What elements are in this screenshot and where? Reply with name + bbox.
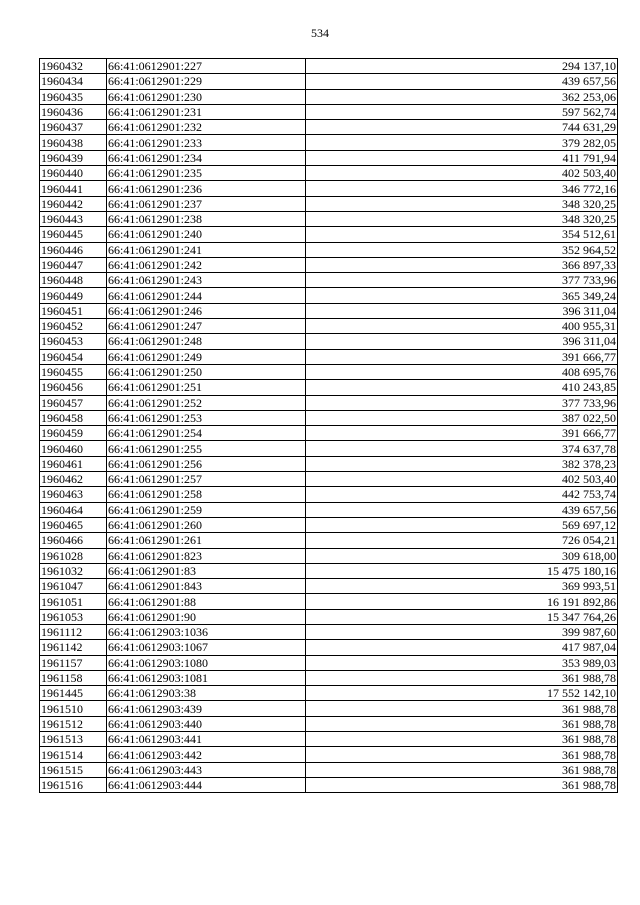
cadastral-value-cell: 417 987,04 [306, 640, 618, 655]
table-row [40, 257, 618, 272]
table-row [40, 701, 618, 716]
cadastral-value-cell: 353 989,03 [306, 655, 618, 670]
cadastral-number-cell: 66:41:0612901:246 [107, 303, 306, 318]
table-row [40, 395, 618, 410]
cadastral-number-cell: 66:41:0612901:88 [107, 594, 306, 609]
table-body [40, 59, 618, 793]
cadastral-value-cell: 439 657,56 [306, 74, 618, 89]
cadastral-value-cell: 15 475 180,16 [306, 563, 618, 578]
cadastral-number-cell: 66:41:0612901:227 [107, 59, 306, 74]
table-row [40, 104, 618, 119]
cadastral-value-cell: 569 697,12 [306, 517, 618, 532]
cadastral-value-cell: 361 988,78 [306, 670, 618, 685]
cadastral-number-cell: 66:41:0612901:236 [107, 181, 306, 196]
cadastral-number-cell: 66:41:0612901:242 [107, 257, 306, 272]
cadastral-number-cell: 66:41:0612901:254 [107, 426, 306, 441]
cadastral-number-cell: 66:41:0612903:1067 [107, 640, 306, 655]
record-id-cell: 1960465 [40, 517, 107, 532]
record-id-cell: 1960446 [40, 242, 107, 257]
table-row [40, 89, 618, 104]
cadastral-value-cell: 377 733,96 [306, 273, 618, 288]
cadastral-number-cell: 66:41:0612901:237 [107, 196, 306, 211]
cadastral-value-cell: 361 988,78 [306, 732, 618, 747]
table-row [40, 74, 618, 89]
table-row [40, 747, 618, 762]
record-id-cell: 1960436 [40, 104, 107, 119]
record-id-cell: 1960449 [40, 288, 107, 303]
record-id-cell: 1960437 [40, 120, 107, 135]
table-row [40, 135, 618, 150]
table-row [40, 426, 618, 441]
cadastral-number-cell: 66:41:0612901:253 [107, 410, 306, 425]
table-row [40, 349, 618, 364]
record-id-cell: 1960438 [40, 135, 107, 150]
cadastral-value-cell: 348 320,25 [306, 211, 618, 226]
table-row [40, 273, 618, 288]
table-row [40, 303, 618, 318]
table-row [40, 441, 618, 456]
cadastral-value-cell: 402 503,40 [306, 166, 618, 181]
table-row [40, 624, 618, 639]
table-row [40, 762, 618, 777]
cadastral-value-cell: 377 733,96 [306, 395, 618, 410]
cadastral-value-cell: 17 552 142,10 [306, 686, 618, 701]
page-number: 534 [311, 26, 329, 40]
table-row [40, 288, 618, 303]
table-row [40, 227, 618, 242]
record-id-cell: 1960451 [40, 303, 107, 318]
cadastral-number-cell: 66:41:0612901:823 [107, 548, 306, 563]
cadastral-value-cell: 442 753,74 [306, 487, 618, 502]
table-row [40, 59, 618, 74]
cadastral-number-cell: 66:41:0612901:240 [107, 227, 306, 242]
cadastral-number-cell: 66:41:0612901:250 [107, 364, 306, 379]
cadastral-number-cell: 66:41:0612901:241 [107, 242, 306, 257]
record-id-cell: 1960448 [40, 273, 107, 288]
cadastral-number-cell: 66:41:0612901:233 [107, 135, 306, 150]
record-id-cell: 1961514 [40, 747, 107, 762]
table-row [40, 166, 618, 181]
record-id-cell: 1960460 [40, 441, 107, 456]
record-id-cell: 1961032 [40, 563, 107, 578]
cadastral-value-cell: 410 243,85 [306, 380, 618, 395]
cadastral-value-cell: 396 311,04 [306, 334, 618, 349]
cadastral-number-cell: 66:41:0612903:440 [107, 716, 306, 731]
cadastral-number-cell: 66:41:0612901:234 [107, 150, 306, 165]
cadastral-number-cell: 66:41:0612901:256 [107, 456, 306, 471]
cadastral-value-cell: 391 666,77 [306, 349, 618, 364]
record-id-cell: 1960453 [40, 334, 107, 349]
cadastral-number-cell: 66:41:0612903:442 [107, 747, 306, 762]
record-id-cell: 1961157 [40, 655, 107, 670]
table-row [40, 533, 618, 548]
cadastral-value-cell: 348 320,25 [306, 196, 618, 211]
cadastral-number-cell: 66:41:0612901:238 [107, 211, 306, 226]
record-id-cell: 1960435 [40, 89, 107, 104]
table-row [40, 502, 618, 517]
cadastral-value-cell: 294 137,10 [306, 59, 618, 74]
record-id-cell: 1961516 [40, 777, 107, 792]
record-id-cell: 1961515 [40, 762, 107, 777]
cadastral-number-cell: 66:41:0612901:843 [107, 579, 306, 594]
cadastral-number-cell: 66:41:0612903:1080 [107, 655, 306, 670]
cadastral-number-cell: 66:41:0612901:252 [107, 395, 306, 410]
cadastral-number-cell: 66:41:0612901:83 [107, 563, 306, 578]
table-row [40, 640, 618, 655]
table-row [40, 548, 618, 563]
cadastral-value-cell: 361 988,78 [306, 747, 618, 762]
cadastral-value-cell: 361 988,78 [306, 716, 618, 731]
table-row [40, 120, 618, 135]
cadastral-number-cell: 66:41:0612901:230 [107, 89, 306, 104]
record-id-cell: 1960441 [40, 181, 107, 196]
cadastral-value-cell: 400 955,31 [306, 319, 618, 334]
record-id-cell: 1961445 [40, 686, 107, 701]
table-row [40, 777, 618, 792]
table-row [40, 242, 618, 257]
cadastral-number-cell: 66:41:0612901:259 [107, 502, 306, 517]
record-id-cell: 1960440 [40, 166, 107, 181]
table-row [40, 150, 618, 165]
record-id-cell: 1961158 [40, 670, 107, 685]
cadastral-value-cell: 408 695,76 [306, 364, 618, 379]
table-row [40, 211, 618, 226]
record-id-cell: 1961053 [40, 609, 107, 624]
cadastral-value-cell: 597 562,74 [306, 104, 618, 119]
table-row [40, 609, 618, 624]
table-row [40, 472, 618, 487]
record-id-cell: 1961510 [40, 701, 107, 716]
record-id-cell: 1961142 [40, 640, 107, 655]
cadastral-value-cell: 391 666,77 [306, 426, 618, 441]
table-row [40, 334, 618, 349]
table-row [40, 487, 618, 502]
table-row [40, 319, 618, 334]
cadastral-value-cell: 374 637,78 [306, 441, 618, 456]
table-row [40, 594, 618, 609]
cadastral-value-table [39, 58, 618, 793]
table-row [40, 364, 618, 379]
cadastral-number-cell: 66:41:0612903:1081 [107, 670, 306, 685]
record-id-cell: 1960462 [40, 472, 107, 487]
cadastral-number-cell: 66:41:0612901:249 [107, 349, 306, 364]
cadastral-value-cell: 399 987,60 [306, 624, 618, 639]
record-id-cell: 1960455 [40, 364, 107, 379]
table-row [40, 196, 618, 211]
cadastral-number-cell: 66:41:0612903:441 [107, 732, 306, 747]
cadastral-value-cell: 411 791,94 [306, 150, 618, 165]
cadastral-number-cell: 66:41:0612901:90 [107, 609, 306, 624]
table-row [40, 686, 618, 701]
cadastral-number-cell: 66:41:0612903:444 [107, 777, 306, 792]
record-id-cell: 1960432 [40, 59, 107, 74]
cadastral-number-cell: 66:41:0612903:443 [107, 762, 306, 777]
cadastral-value-cell: 15 347 764,26 [306, 609, 618, 624]
record-id-cell: 1960454 [40, 349, 107, 364]
cadastral-value-cell: 346 772,16 [306, 181, 618, 196]
cadastral-number-cell: 66:41:0612901:255 [107, 441, 306, 456]
cadastral-number-cell: 66:41:0612901:243 [107, 273, 306, 288]
cadastral-value-cell: 744 631,29 [306, 120, 618, 135]
cadastral-value-cell: 382 378,23 [306, 456, 618, 471]
table-row [40, 670, 618, 685]
cadastral-value-cell: 352 964,52 [306, 242, 618, 257]
record-id-cell: 1961028 [40, 548, 107, 563]
cadastral-value-cell: 354 512,61 [306, 227, 618, 242]
cadastral-value-cell: 402 503,40 [306, 472, 618, 487]
record-id-cell: 1960466 [40, 533, 107, 548]
cadastral-number-cell: 66:41:0612901:232 [107, 120, 306, 135]
record-id-cell: 1961112 [40, 624, 107, 639]
record-id-cell: 1960461 [40, 456, 107, 471]
record-id-cell: 1960442 [40, 196, 107, 211]
record-id-cell: 1960459 [40, 426, 107, 441]
cadastral-number-cell: 66:41:0612901:260 [107, 517, 306, 532]
record-id-cell: 1961051 [40, 594, 107, 609]
cadastral-value-cell: 439 657,56 [306, 502, 618, 517]
record-id-cell: 1960445 [40, 227, 107, 242]
cadastral-number-cell: 66:41:0612903:439 [107, 701, 306, 716]
record-id-cell: 1960457 [40, 395, 107, 410]
cadastral-value-cell: 726 054,21 [306, 533, 618, 548]
cadastral-number-cell: 66:41:0612901:229 [107, 74, 306, 89]
cadastral-number-cell: 66:41:0612901:257 [107, 472, 306, 487]
cadastral-number-cell: 66:41:0612901:258 [107, 487, 306, 502]
record-id-cell: 1960434 [40, 74, 107, 89]
cadastral-number-cell: 66:41:0612901:251 [107, 380, 306, 395]
cadastral-value-cell: 369 993,51 [306, 579, 618, 594]
cadastral-number-cell: 66:41:0612901:235 [107, 166, 306, 181]
table-row [40, 655, 618, 670]
table-row [40, 563, 618, 578]
record-id-cell: 1961513 [40, 732, 107, 747]
table-row [40, 410, 618, 425]
cadastral-number-cell: 66:41:0612901:244 [107, 288, 306, 303]
cadastral-value-cell: 379 282,05 [306, 135, 618, 150]
cadastral-value-cell: 309 618,00 [306, 548, 618, 563]
cadastral-number-cell: 66:41:0612901:261 [107, 533, 306, 548]
table-row [40, 517, 618, 532]
cadastral-number-cell: 66:41:0612901:247 [107, 319, 306, 334]
cadastral-value-cell: 362 253,06 [306, 89, 618, 104]
cadastral-number-cell: 66:41:0612903:1036 [107, 624, 306, 639]
cadastral-value-cell: 361 988,78 [306, 762, 618, 777]
record-id-cell: 1960464 [40, 502, 107, 517]
record-id-cell: 1960447 [40, 257, 107, 272]
cadastral-value-cell: 361 988,78 [306, 777, 618, 792]
record-id-cell: 1960443 [40, 211, 107, 226]
record-id-cell: 1961512 [40, 716, 107, 731]
cadastral-value-cell: 387 022,50 [306, 410, 618, 425]
record-id-cell: 1960456 [40, 380, 107, 395]
cadastral-number-cell: 66:41:0612901:248 [107, 334, 306, 349]
table-row [40, 380, 618, 395]
cadastral-value-cell: 365 349,24 [306, 288, 618, 303]
cadastral-number-cell: 66:41:0612903:38 [107, 686, 306, 701]
cadastral-number-cell: 66:41:0612901:231 [107, 104, 306, 119]
record-id-cell: 1960439 [40, 150, 107, 165]
cadastral-value-cell: 396 311,04 [306, 303, 618, 318]
table-row [40, 579, 618, 594]
record-id-cell: 1961047 [40, 579, 107, 594]
table-row [40, 716, 618, 731]
cadastral-value-cell: 16 191 892,86 [306, 594, 618, 609]
record-id-cell: 1960458 [40, 410, 107, 425]
record-id-cell: 1960452 [40, 319, 107, 334]
table-row [40, 732, 618, 747]
record-id-cell: 1960463 [40, 487, 107, 502]
table-row [40, 456, 618, 471]
table-row [40, 181, 618, 196]
cadastral-value-cell: 366 897,33 [306, 257, 618, 272]
cadastral-value-cell: 361 988,78 [306, 701, 618, 716]
